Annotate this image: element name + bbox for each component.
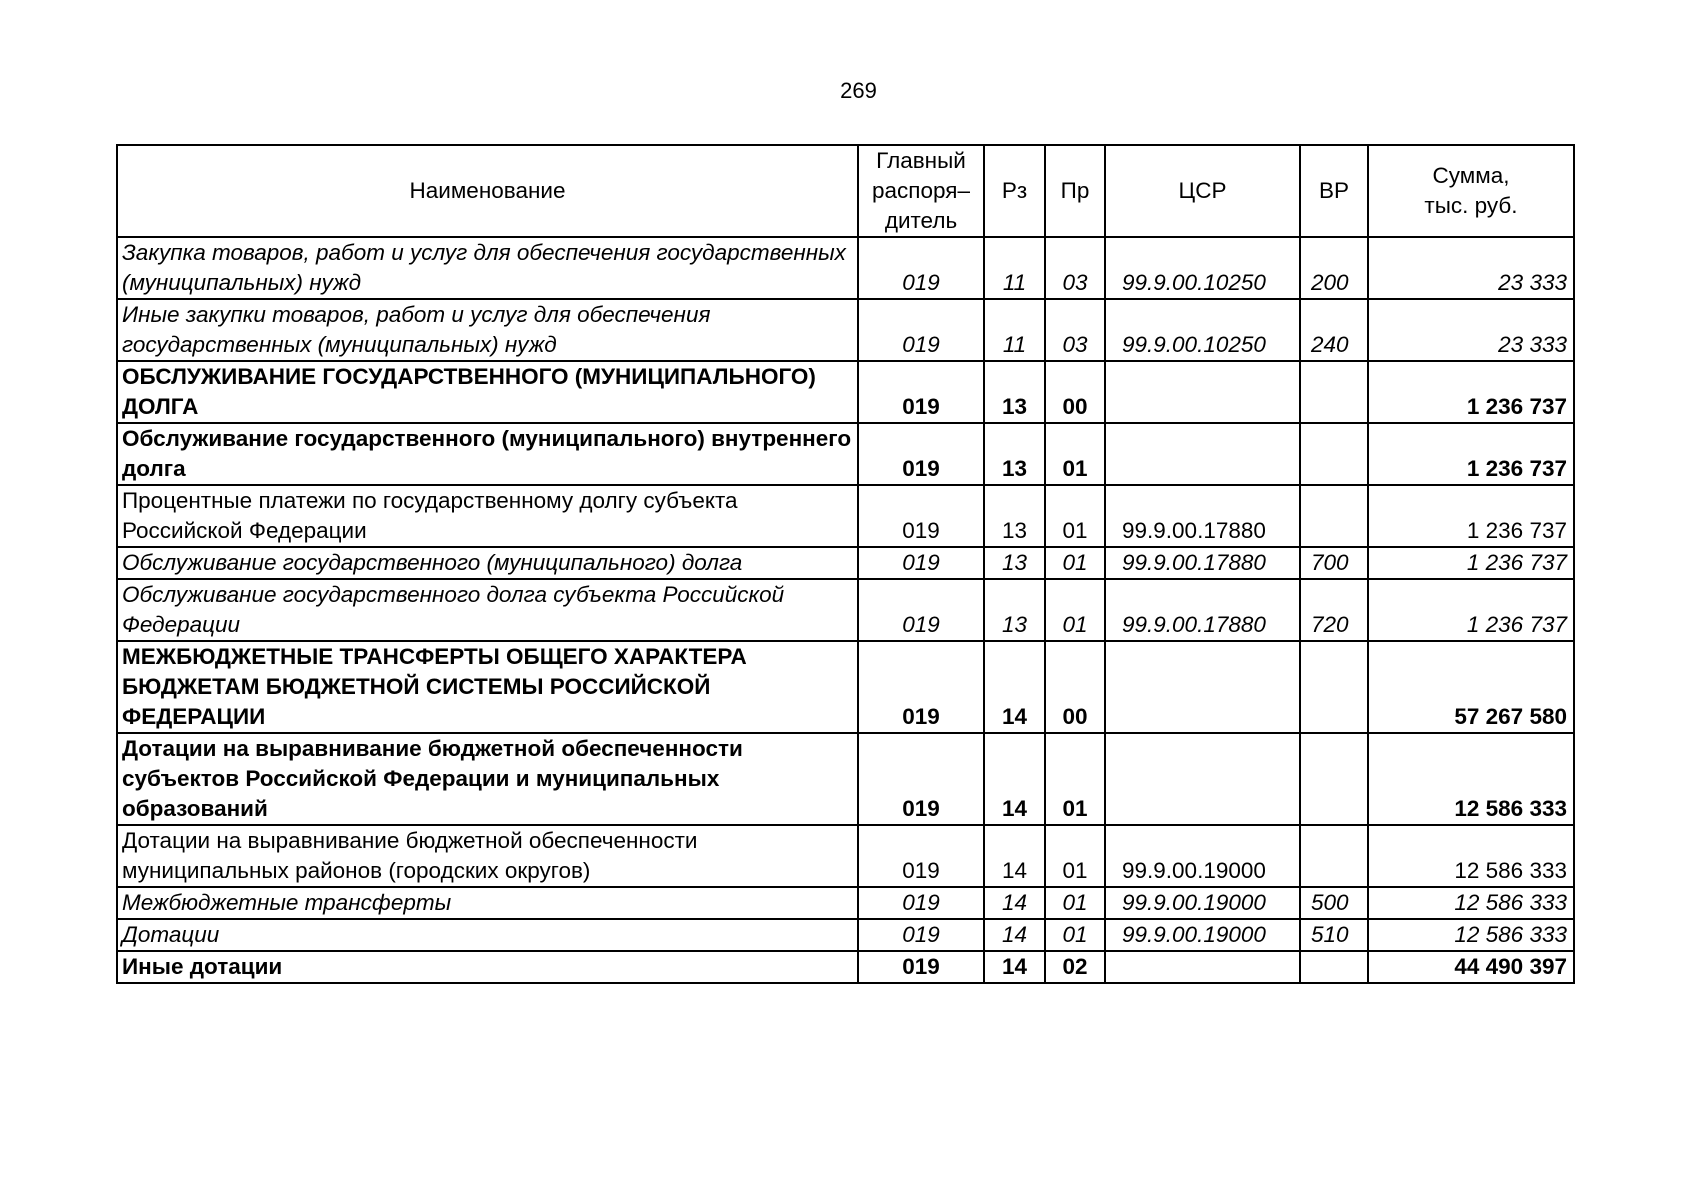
cell-vr <box>1300 825 1368 887</box>
cell-sum: 1 236 737 <box>1368 579 1574 641</box>
cell-grbs: 019 <box>858 237 984 299</box>
cell-csr: 99.9.00.19000 <box>1105 887 1300 919</box>
cell-name: Обслуживание государственного (муниципального) внутреннего долга <box>117 423 858 485</box>
cell-vr <box>1300 485 1368 547</box>
cell-name: Обслуживание государственного долга субъекта Российской Федерации <box>117 579 858 641</box>
table-header <box>117 145 1574 237</box>
cell-rz: 14 <box>984 887 1045 919</box>
cell-sum: 1 236 737 <box>1368 485 1574 547</box>
cell-csr <box>1105 423 1300 485</box>
cell-grbs: 019 <box>858 547 984 579</box>
cell-pr: 01 <box>1045 579 1105 641</box>
cell-grbs: 019 <box>858 825 984 887</box>
cell-vr <box>1300 423 1368 485</box>
header-rz: Рз <box>984 145 1045 237</box>
table-row <box>117 485 1574 547</box>
cell-rz: 13 <box>984 485 1045 547</box>
table-row <box>117 547 1574 579</box>
cell-rz: 11 <box>984 237 1045 299</box>
cell-sum: 23 333 <box>1368 299 1574 361</box>
cell-sum: 1 236 737 <box>1368 547 1574 579</box>
table-body <box>117 237 1574 983</box>
cell-csr: 99.9.00.19000 <box>1105 919 1300 951</box>
table-row <box>117 423 1574 485</box>
cell-name: МЕЖБЮДЖЕТНЫЕ ТРАНСФЕРТЫ ОБЩЕГО ХАРАКТЕРА БЮДЖЕТАМ БЮДЖЕТНОЙ СИСТЕМЫ РОССИЙСКОЙ ФЕДЕРАЦИИ <box>117 641 858 733</box>
cell-rz: 14 <box>984 733 1045 825</box>
cell-pr: 01 <box>1045 919 1105 951</box>
cell-sum: 1 236 737 <box>1368 361 1574 423</box>
cell-grbs: 019 <box>858 733 984 825</box>
cell-pr: 02 <box>1045 951 1105 983</box>
header-name: Наименование <box>117 145 858 237</box>
cell-vr: 200 <box>1300 237 1368 299</box>
header-pr: Пр <box>1045 145 1105 237</box>
cell-vr: 500 <box>1300 887 1368 919</box>
cell-sum: 12 586 333 <box>1368 733 1574 825</box>
cell-pr: 01 <box>1045 547 1105 579</box>
cell-rz: 13 <box>984 423 1045 485</box>
cell-sum: 44 490 397 <box>1368 951 1574 983</box>
cell-rz: 14 <box>984 825 1045 887</box>
cell-vr <box>1300 361 1368 423</box>
cell-rz: 13 <box>984 361 1045 423</box>
cell-grbs: 019 <box>858 641 984 733</box>
cell-pr: 01 <box>1045 887 1105 919</box>
cell-name: Межбюджетные трансферты <box>117 887 858 919</box>
header-csr: ЦСР <box>1105 145 1300 237</box>
header-grbs: Главный распоря–дитель <box>858 145 984 237</box>
cell-csr: 99.9.00.10250 <box>1105 299 1300 361</box>
cell-vr <box>1300 733 1368 825</box>
cell-name: Иные дотации <box>117 951 858 983</box>
cell-grbs: 019 <box>858 579 984 641</box>
cell-csr <box>1105 361 1300 423</box>
cell-pr: 03 <box>1045 299 1105 361</box>
cell-vr <box>1300 641 1368 733</box>
table-row <box>117 361 1574 423</box>
cell-sum: 57 267 580 <box>1368 641 1574 733</box>
cell-rz: 14 <box>984 919 1045 951</box>
table-row <box>117 299 1574 361</box>
header-vr: ВР <box>1300 145 1368 237</box>
cell-name: Обслуживание государственного (муниципального) долга <box>117 547 858 579</box>
cell-name: Закупка товаров, работ и услуг для обеспечения государственных (муниципальных) нужд <box>117 237 858 299</box>
table-row <box>117 641 1574 733</box>
cell-csr: 99.9.00.10250 <box>1105 237 1300 299</box>
cell-csr: 99.9.00.17880 <box>1105 579 1300 641</box>
cell-rz: 14 <box>984 641 1045 733</box>
cell-sum: 12 586 333 <box>1368 825 1574 887</box>
cell-grbs: 019 <box>858 423 984 485</box>
cell-vr: 720 <box>1300 579 1368 641</box>
cell-pr: 01 <box>1045 423 1105 485</box>
cell-name: Процентные платежи по государственному долгу субъекта Российской Федерации <box>117 485 858 547</box>
cell-rz: 11 <box>984 299 1045 361</box>
cell-grbs: 019 <box>858 919 984 951</box>
cell-grbs: 019 <box>858 299 984 361</box>
cell-sum: 12 586 333 <box>1368 919 1574 951</box>
cell-csr: 99.9.00.17880 <box>1105 547 1300 579</box>
table-row <box>117 887 1574 919</box>
cell-pr: 00 <box>1045 641 1105 733</box>
cell-grbs: 019 <box>858 887 984 919</box>
page-number: 269 <box>840 78 877 103</box>
cell-pr: 03 <box>1045 237 1105 299</box>
cell-vr: 240 <box>1300 299 1368 361</box>
cell-sum: 1 236 737 <box>1368 423 1574 485</box>
cell-grbs: 019 <box>858 485 984 547</box>
cell-csr <box>1105 951 1300 983</box>
cell-rz: 13 <box>984 579 1045 641</box>
table-row <box>117 951 1574 983</box>
table-row <box>117 919 1574 951</box>
cell-name: Иные закупки товаров, работ и услуг для обеспечения государственных (муниципальных) нужд <box>117 299 858 361</box>
cell-sum: 12 586 333 <box>1368 887 1574 919</box>
cell-vr: 700 <box>1300 547 1368 579</box>
cell-csr <box>1105 733 1300 825</box>
cell-vr: 510 <box>1300 919 1368 951</box>
cell-rz: 13 <box>984 547 1045 579</box>
cell-name: ОБСЛУЖИВАНИЕ ГОСУДАРСТВЕННОГО (МУНИЦИПАЛЬНОГО) ДОЛГА <box>117 361 858 423</box>
cell-grbs: 019 <box>858 361 984 423</box>
cell-name: Дотации на выравнивание бюджетной обеспеченности субъектов Российской Федерации и муниципальных образований <box>117 733 858 825</box>
table-row <box>117 579 1574 641</box>
cell-pr: 01 <box>1045 485 1105 547</box>
cell-name: Дотации <box>117 919 858 951</box>
cell-grbs: 019 <box>858 951 984 983</box>
cell-pr: 01 <box>1045 733 1105 825</box>
table-row <box>117 825 1574 887</box>
cell-rz: 14 <box>984 951 1045 983</box>
cell-sum: 23 333 <box>1368 237 1574 299</box>
cell-csr <box>1105 641 1300 733</box>
cell-vr <box>1300 951 1368 983</box>
cell-pr: 00 <box>1045 361 1105 423</box>
header-row <box>117 145 1574 237</box>
cell-csr: 99.9.00.17880 <box>1105 485 1300 547</box>
header-sum: Сумма, тыс. руб. <box>1368 145 1574 237</box>
cell-csr: 99.9.00.19000 <box>1105 825 1300 887</box>
table-row <box>117 237 1574 299</box>
cell-pr: 01 <box>1045 825 1105 887</box>
budget-table <box>116 144 1575 984</box>
cell-name: Дотации на выравнивание бюджетной обеспеченности муниципальных районов (городских округов) <box>117 825 858 887</box>
table-row <box>117 733 1574 825</box>
